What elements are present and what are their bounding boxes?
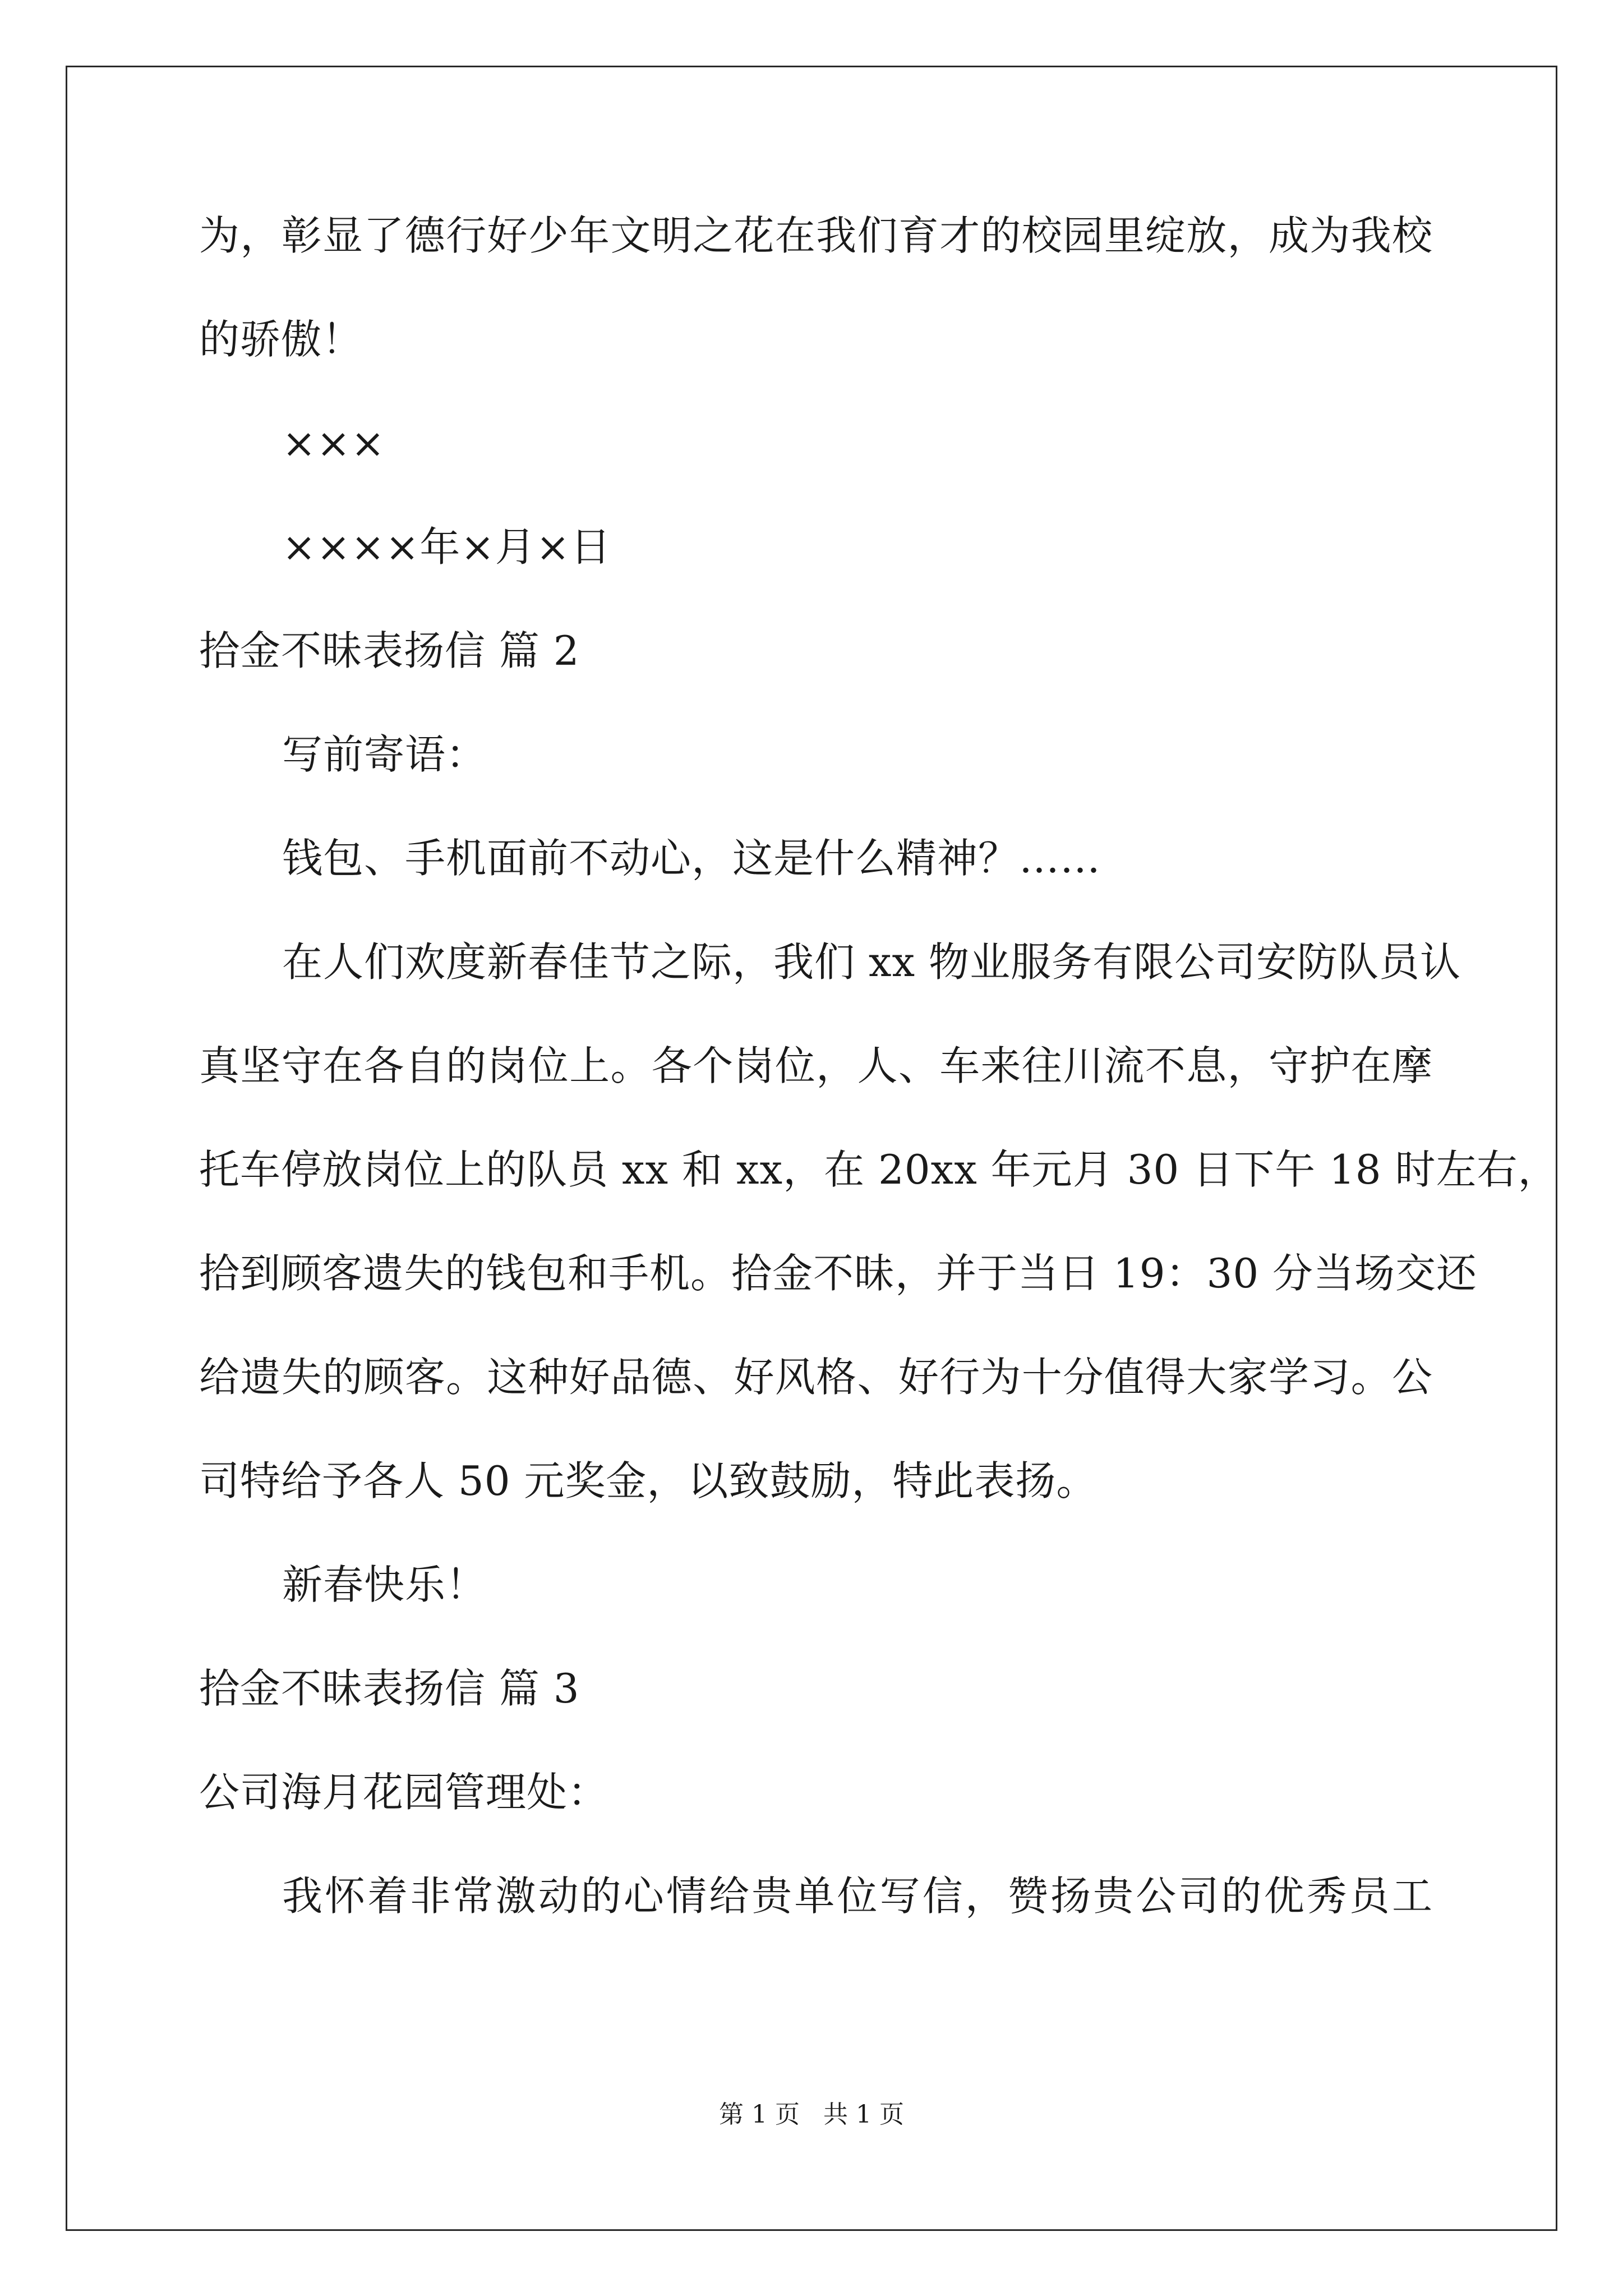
page-number-total: 共 1 页 (823, 2100, 904, 2129)
text-line: 真坚守在各自的岗位上。各个岗位，人、车来往川流不息，守护在摩 (199, 1042, 1433, 1089)
page-footer (0, 2098, 1623, 2132)
text-line: 钱包、手机面前不动心，这是什么精神？…… (282, 835, 1101, 882)
page-number-current: 第 1 页 (719, 2100, 800, 2129)
signature-date: ××××年×月×日 (282, 523, 611, 570)
text-line: 写前寄语： (282, 731, 487, 778)
section-heading: 拾金不昧表扬信 篇 3 (199, 1665, 580, 1712)
text-line: 新春快乐！ (282, 1561, 487, 1608)
text-line: 给遗失的顾客。这种好品德、好风格、好行为十分值得大家学习。公 (199, 1354, 1433, 1401)
text-line: 为，彰显了德行好少年文明之花在我们育才的校园里绽放，成为我校 (199, 212, 1433, 259)
text-line: 的骄傲！ (199, 316, 363, 363)
text-line: 托车停放岗位上的队员 xx 和 xx，在 20xx 年元月 30 日下午 18 时左右， (199, 1146, 1559, 1193)
signature-name: ××× (282, 420, 385, 467)
text-line: 我怀着非常激动的心情给贵单位写信，赞扬贵公司的优秀员工 (282, 1872, 1433, 1920)
text-line: 司特给予各人 50 元奖金，以致鼓励，特此表扬。 (199, 1457, 1098, 1504)
salutation: 公司海月花园管理处： (199, 1769, 609, 1816)
section-heading: 拾金不昧表扬信 篇 2 (199, 627, 580, 674)
text-line: 拾到顾客遗失的钱包和手机。拾金不昧，并于当日 19：30 分当场交还 (199, 1250, 1478, 1297)
text-line: 在人们欢度新春佳节之际，我们 xx 物业服务有限公司安防队员认 (282, 938, 1461, 986)
